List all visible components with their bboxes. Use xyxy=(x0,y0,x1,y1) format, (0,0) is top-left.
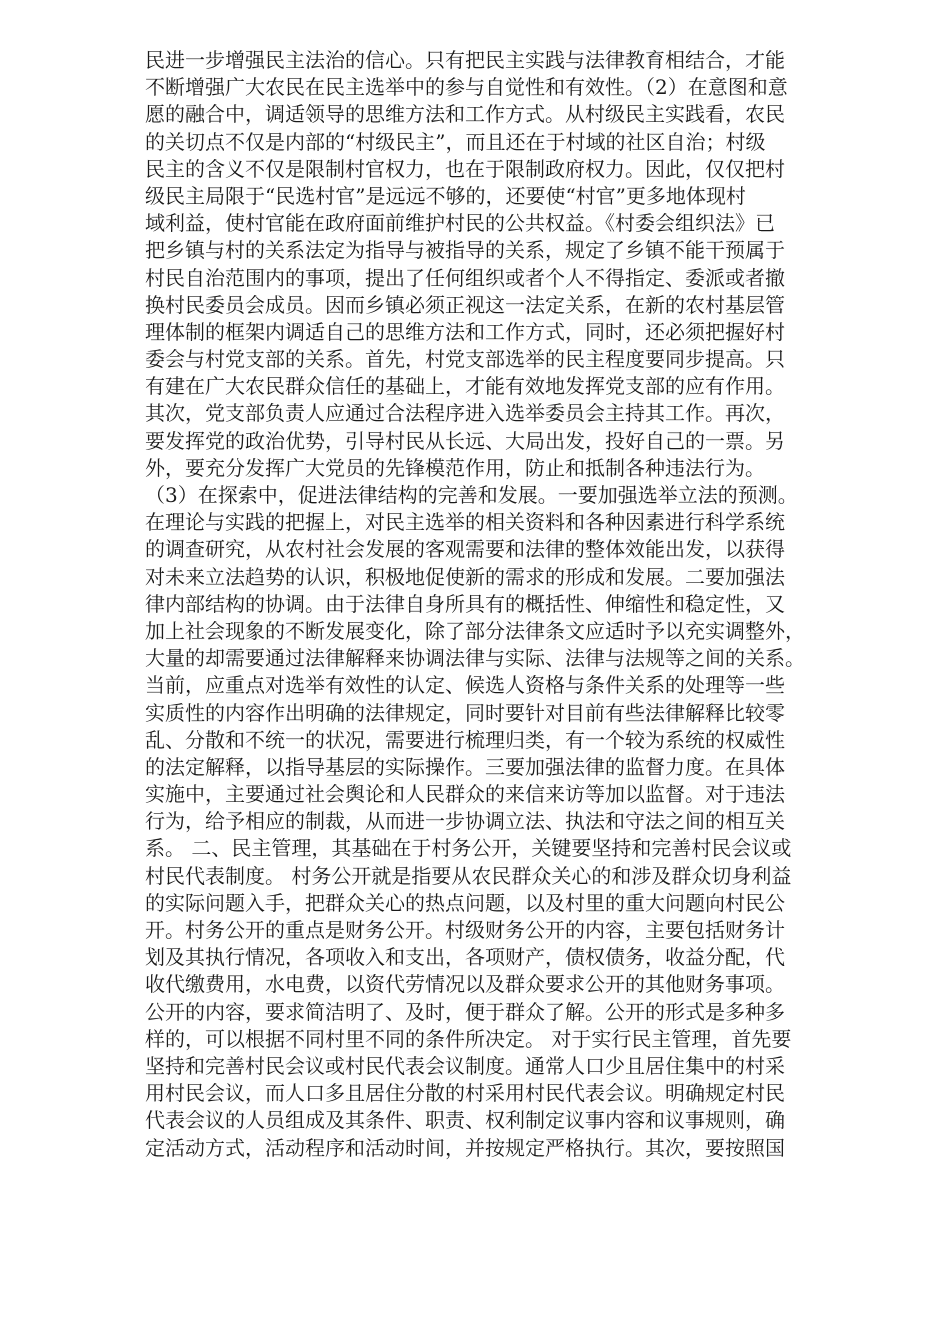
text-line: 的法定解释，以指导基层的实际操作。三要加强法律的监督力度。在具体 xyxy=(145,754,785,779)
text-line: 有建在广大农民群众信任的基础上，才能有效地发挥党支部的应有作用。 xyxy=(145,374,785,399)
text-line: （3）在探索中，促进法律结构的完善和发展。一要加强选举立法的预测。 xyxy=(145,483,798,507)
text-line: 把乡镇与村的关系法定为指导与被指导的关系，规定了乡镇不能干预属于 xyxy=(145,238,785,263)
text-line: 换村民委员会成员。因而乡镇必须正视这一法定关系，在新的农村基层管 xyxy=(145,292,785,317)
text-line: 当前，应重点对选举有效性的认定、候选人资格与条件关系的处理等一些 xyxy=(145,673,785,698)
text-line: 代表会议的人员组成及其条件、职责、权利制定议事内容和议事规则，确 xyxy=(145,1108,785,1133)
text-line: 乱、分散和不统一的状况，需要进行梳理归类，有一个较为系统的权威性 xyxy=(145,727,785,752)
text-line: 对未来立法趋势的认识，积极地促使新的需求的形成和发展。二要加强法 xyxy=(145,564,785,589)
text-line: 用村民会议，而人口多且居住分散的村采用村民代表会议。明确规定村民 xyxy=(145,1081,785,1106)
text-line: 样的，可以根据不同村里不同的条件所决定。 对于实行民主管理，首先要 xyxy=(145,1026,792,1051)
text-line: 律内部结构的协调。由于法律自身所具有的概括性、伸缩性和稳定性，又 xyxy=(145,591,785,616)
text-line: 村民代表制度。 村务公开就是指要从农民群众关心的和涉及群众切身利益 xyxy=(145,863,792,888)
text-line: 不断增强广大农民在民主选举中的参与自觉性和有效性。（2）在意图和意 xyxy=(145,75,788,100)
text-line: 民主的含义不仅是限制村官权力，也在于限制政府权力。因此，仅仅把村 xyxy=(145,156,785,181)
text-line: 其次，党支部负责人应通过合法程序进入选举委员会主持其工作。再次， xyxy=(145,401,785,426)
text-line: 划及其执行情况，各项收入和支出，各项财产，债权债务，收益分配，代 xyxy=(145,945,785,970)
text-line: 在理论与实践的把握上，对民主选举的相关资料和各种因素进行科学系统 xyxy=(145,510,785,535)
text-line: 要发挥党的政治优势，引导村民从长远、大局出发，投好自己的一票。另 xyxy=(145,428,785,453)
text-line: 的关切点不仅是内部的“村级民主”，而且还在于村域的社区自治；村级 xyxy=(145,129,766,154)
text-line: 收代缴费用，水电费，以资代劳情况以及群众要求公开的其他财务事项。 xyxy=(145,972,785,997)
text-line: 民进一步增强民主法治的信心。只有把民主实践与法律教育相结合，才能 xyxy=(145,48,785,72)
text-line: 加上社会现象的不断发展变化，除了部分法律条文应适时予以充实调整外， xyxy=(145,618,805,643)
text-line: 的实际问题入手，把群众关心的热点问题，以及村里的重大问题向村民公 xyxy=(145,890,785,915)
text-line: 实施中，主要通过社会舆论和人民群众的来信来访等加以监督。对于违法 xyxy=(145,782,785,807)
text-line: 村民自治范围内的事项，提出了任何组织或者个人不得指定、委派或者撤 xyxy=(145,265,785,290)
body-text xyxy=(145,47,885,1162)
text-line: 坚持和完善村民会议或村民代表会议制度。通常人口少且居住集中的村采 xyxy=(145,1053,785,1078)
text-line: 实质性的内容作出明确的法律规定，同时要针对目前有些法律解释比较零 xyxy=(145,700,785,725)
text-line: 外，要充分发挥广大党员的先锋模范作用，防止和抵制各种违法行为。 xyxy=(145,455,765,480)
text-line: 开。村务公开的重点是财务公开。村级财务公开的内容，主要包括财务计 xyxy=(145,918,785,942)
text-line: 公开的内容，要求简洁明了、及时，便于群众了解。公开的形式是多种多 xyxy=(145,999,785,1024)
text-line: 愿的融合中，调适领导的思维方法和工作方式。从村级民主实践看，农民 xyxy=(145,102,785,127)
text-line: 大量的却需要通过法律解释来协调法律与实际、法律与法规等之间的关系。 xyxy=(145,646,805,671)
text-line: 委会与村党支部的关系。首先，村党支部选举的民主程度要同步提高。只 xyxy=(145,347,785,372)
text-line: 定活动方式，活动程序和活动时间，并按规定严格执行。其次，要按照国 xyxy=(145,1135,785,1160)
text-line: 级民主局限于“民选村官”是远远不够的，还要使“村官”更多地体现村 xyxy=(145,183,746,208)
text-line: 域利益，使村官能在政府面前维护村民的公共权益。《村委会组织法》已 xyxy=(145,211,775,236)
text-line: 理体制的框架内调适自己的思维方法和工作方式，同时，还必须把握好村 xyxy=(145,319,785,344)
text-line: 系。 二、民主管理，其基础在于村务公开，关键要坚持和完善村民会议或 xyxy=(145,836,792,861)
text-line: 的调查研究，从农村社会发展的客观需要和法律的整体效能出发，以获得 xyxy=(145,537,785,562)
text-line: 行为，给予相应的制裁，从而进一步协调立法、执法和守法之间的相互关 xyxy=(145,809,785,834)
